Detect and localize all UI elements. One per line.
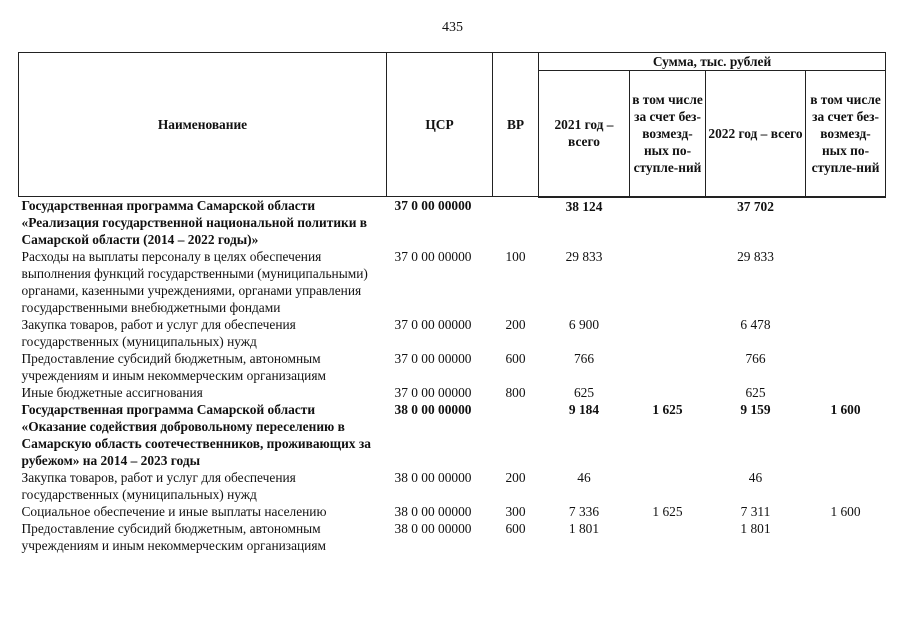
table-row (19, 503, 886, 520)
header-csr: ЦСР (387, 53, 493, 197)
header-2021-total: 2021 год – всего (539, 71, 630, 197)
budget-table (18, 52, 886, 554)
row-2022: 37 702 (737, 198, 774, 214)
row-2021: 38 124 (565, 198, 603, 214)
row-vr: 200 (505, 470, 526, 485)
row-2021-free (630, 197, 706, 249)
row-csr: 38 0 00 00000 (394, 402, 472, 417)
table-row (19, 401, 886, 469)
row-2022: 6 478 (740, 317, 771, 332)
row-2021-free (630, 248, 706, 316)
table-row (19, 350, 886, 384)
row-vr (493, 401, 539, 469)
row-vr: 600 (505, 521, 526, 536)
row-2022: 766 (745, 351, 766, 366)
row-csr: 37 0 00 00000 (394, 351, 472, 366)
row-name: Закупка товаров, работ и услуг для обеспечения государственных (муниципальных) нужд (21, 470, 296, 502)
row-2022: 7 311 (740, 504, 771, 519)
row-name: Государственная программа Самарской области «Реализация государственной национальной политики в Самарской области (2014 – 2022 годы)» (21, 198, 368, 247)
row-2021: 625 (573, 385, 595, 400)
table-row (19, 316, 886, 350)
row-2022-free (806, 316, 886, 350)
table-row (19, 197, 886, 249)
row-name: Социальное обеспечение и иные выплаты населению (21, 504, 327, 519)
row-2022: 46 (748, 470, 763, 485)
table-row (19, 520, 886, 554)
row-2021: 6 900 (568, 317, 600, 332)
row-2022: 9 159 (740, 402, 771, 417)
row-2022-free (806, 469, 886, 503)
row-name: Иные бюджетные ассигнования (21, 385, 203, 400)
header-vr: ВР (493, 53, 539, 197)
row-vr: 300 (505, 504, 526, 519)
row-2021-free (630, 469, 706, 503)
row-name: Предоставление субсидий бюджетным, автономным учреждениям и иным некоммерческим организациям (21, 351, 326, 383)
row-2021: 9 184 (568, 402, 600, 417)
row-csr: 37 0 00 00000 (394, 317, 472, 332)
row-2021-free (630, 350, 706, 384)
header-2021-free: в том числе за счет без-возмезд-ных по-ступле-ний (630, 71, 706, 197)
row-csr: 38 0 00 00000 (394, 470, 472, 485)
row-name: Предоставление субсидий бюджетным, автономным учреждениям и иным некоммерческим организациям (21, 521, 326, 553)
row-2021: 766 (573, 351, 595, 366)
header-name: Наименование (19, 53, 387, 197)
row-2021: 29 833 (565, 249, 603, 264)
table-row (19, 384, 886, 401)
row-2021-free (630, 520, 706, 554)
table-row (19, 469, 886, 503)
row-csr: 38 0 00 00000 (394, 521, 472, 536)
row-vr: 600 (505, 351, 526, 366)
row-2021: 1 801 (568, 521, 600, 536)
row-2022: 625 (745, 385, 766, 400)
row-csr: 37 0 00 00000 (394, 249, 472, 264)
header-2022-free: в том числе за счет без-возмезд-ных по-ступле-ний (806, 71, 886, 197)
row-csr: 38 0 00 00000 (394, 504, 472, 519)
row-2021-free: 1 625 (652, 402, 683, 417)
row-2021: 46 (577, 470, 591, 485)
row-2022-free (806, 248, 886, 316)
row-2022-free: 1 600 (830, 402, 861, 417)
row-name: Закупка товаров, работ и услуг для обеспечения государственных (муниципальных) нужд (21, 317, 296, 349)
row-2021-free (630, 316, 706, 350)
table-row (19, 248, 886, 316)
row-name: Расходы на выплаты персоналу в целях обеспечения выполнения функций государственными (муниципальными) органами, казенными учреждениями, органами управления государственными внебюджетными фондами (21, 249, 368, 315)
row-2022-free: 1 600 (830, 504, 861, 519)
row-2022-free (806, 197, 886, 249)
row-2022: 1 801 (740, 521, 771, 536)
row-2021-free: 1 625 (652, 504, 683, 519)
row-2022-free (806, 520, 886, 554)
row-2021-free (630, 384, 706, 401)
row-2022-free (806, 350, 886, 384)
header-sum: Сумма, тыс. рублей (539, 53, 886, 71)
row-vr: 800 (505, 385, 526, 400)
row-csr: 37 0 00 00000 (394, 385, 472, 400)
row-name: Государственная программа Самарской области «Оказание содействия добровольному переселению в Самарскую область соотечественников, проживающих за рубежом» на 2014 – 2023 годы (21, 402, 371, 468)
row-vr: 200 (505, 317, 526, 332)
row-csr: 37 0 00 00000 (394, 198, 472, 213)
row-vr: 100 (505, 249, 526, 264)
page-number: 435 (442, 20, 463, 35)
header-2022-total: 2022 год – всего (706, 71, 806, 197)
row-2022-free (806, 384, 886, 401)
row-2021: 7 336 (568, 504, 600, 519)
row-vr (493, 197, 539, 249)
row-2022: 29 833 (737, 249, 774, 264)
